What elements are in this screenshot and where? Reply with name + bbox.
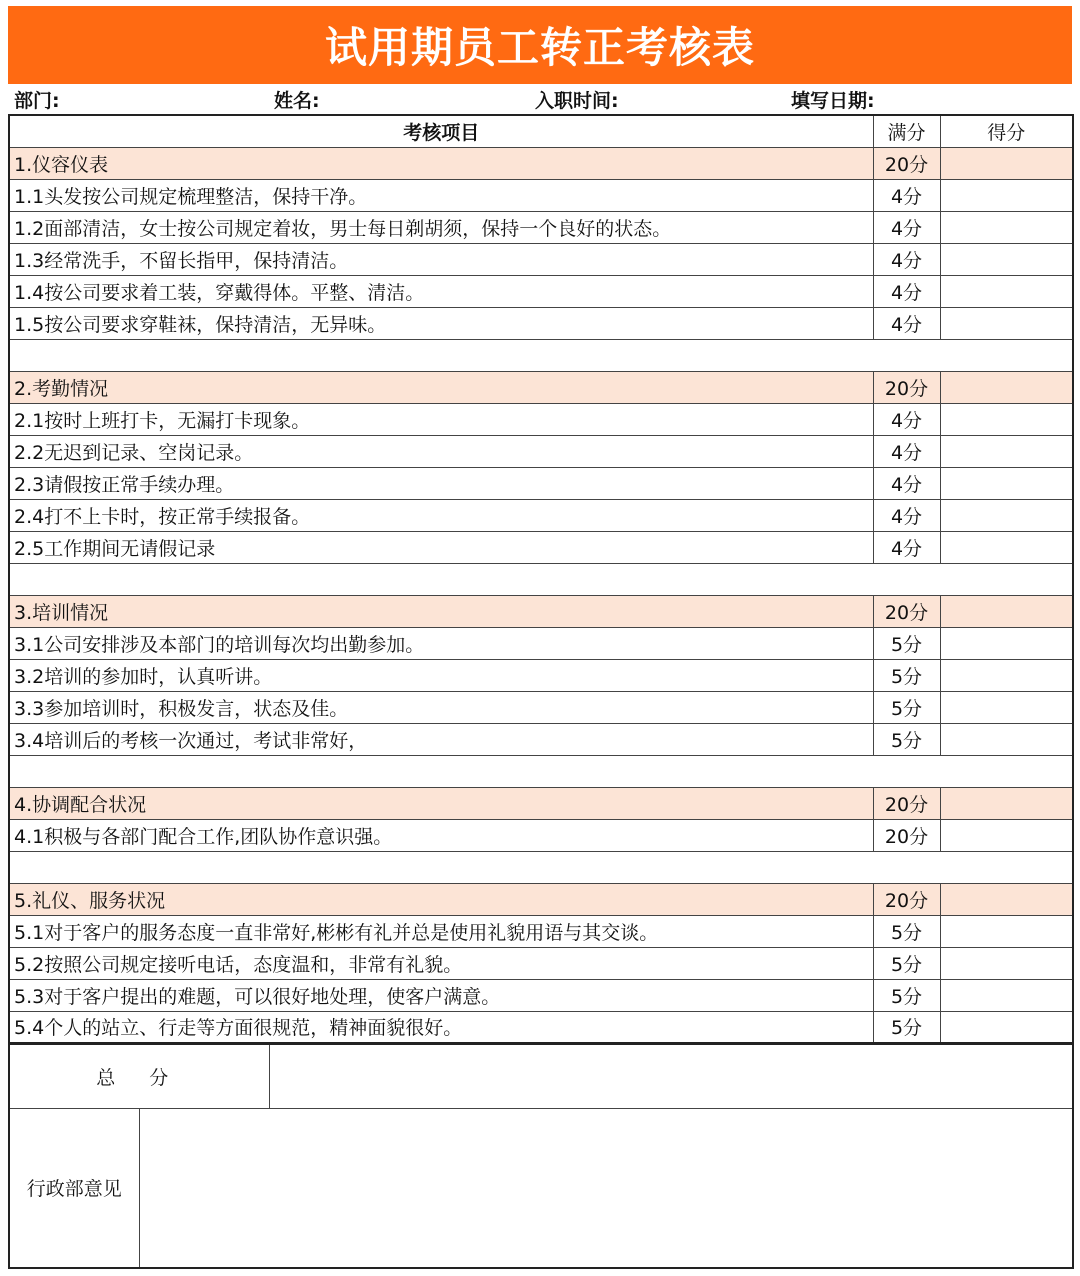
spacer-cell	[9, 563, 1073, 595]
item-full-score: 4分	[873, 307, 940, 339]
item-text: 2.3请假按正常手续办理。	[9, 467, 873, 499]
item-row	[9, 915, 1073, 947]
section-full-score: 20分	[873, 147, 940, 179]
section-full-score: 20分	[873, 787, 940, 819]
spacer-cell	[9, 851, 1073, 883]
item-text: 5.3对于客户提出的难题，可以很好地处理，使客户满意。	[9, 979, 873, 1011]
item-full-score: 5分	[873, 979, 940, 1011]
item-row	[9, 691, 1073, 723]
spacer-row	[9, 851, 1073, 883]
item-score-cell[interactable]	[940, 275, 1073, 307]
item-score-cell[interactable]	[940, 659, 1073, 691]
item-row	[9, 499, 1073, 531]
item-row	[9, 819, 1073, 851]
item-text: 4.1积极与各部门配合工作,团队协作意识强。	[9, 819, 873, 851]
item-full-score: 4分	[873, 243, 940, 275]
section-row	[9, 595, 1073, 627]
item-text: 2.4打不上卡时，按正常手续报备。	[9, 499, 873, 531]
item-score-cell[interactable]	[940, 819, 1073, 851]
item-score-cell[interactable]	[940, 243, 1073, 275]
item-text: 1.5按公司要求穿鞋袜，保持清洁，无异味。	[9, 307, 873, 339]
section-row	[9, 787, 1073, 819]
item-text: 2.1按时上班打卡，无漏打卡现象。	[9, 403, 873, 435]
item-text: 3.2培训的参加时，认真听讲。	[9, 659, 873, 691]
footer-table	[8, 1043, 1074, 1269]
admin-opinion-cell[interactable]	[139, 1108, 1073, 1268]
spacer-cell	[9, 339, 1073, 371]
item-text: 5.1对于客户的服务态度一直非常好,彬彬有礼并总是使用礼貌用语与其交谈。	[9, 915, 873, 947]
item-row	[9, 1011, 1073, 1043]
spacer-cell	[9, 755, 1073, 787]
fill-date-label: 填写日期:	[791, 90, 875, 112]
item-text: 1.2面部清洁，女士按公司规定着妆，男士每日剃胡须，保持一个良好的状态。	[9, 211, 873, 243]
item-score-cell[interactable]	[940, 723, 1073, 755]
section-full-score: 20分	[873, 371, 940, 403]
total-score-cell[interactable]	[269, 1044, 1073, 1108]
section-score-cell[interactable]	[940, 595, 1073, 627]
header-full: 满分	[873, 115, 940, 147]
item-score-cell[interactable]	[940, 435, 1073, 467]
item-row	[9, 723, 1073, 755]
item-score-cell[interactable]	[940, 531, 1073, 563]
item-row	[9, 307, 1073, 339]
item-score-cell[interactable]	[940, 307, 1073, 339]
item-full-score: 20分	[873, 819, 940, 851]
item-text: 1.3经常洗手，不留长指甲，保持清洁。	[9, 243, 873, 275]
item-full-score: 5分	[873, 915, 940, 947]
item-full-score: 5分	[873, 659, 940, 691]
header-score: 得分	[940, 115, 1073, 147]
spacer-row	[9, 339, 1073, 371]
section-title: 3.培训情况	[9, 595, 873, 627]
admin-opinion-label: 行政部意见	[9, 1108, 139, 1268]
item-text: 1.1头发按公司规定梳理整洁，保持干净。	[9, 179, 873, 211]
item-text: 3.3参加培训时，积极发言，状态及佳。	[9, 691, 873, 723]
item-text: 3.4培训后的考核一次通过，考试非常好，	[9, 723, 873, 755]
item-full-score: 5分	[873, 947, 940, 979]
item-full-score: 4分	[873, 275, 940, 307]
item-full-score: 5分	[873, 691, 940, 723]
item-text: 2.5工作期间无请假记录	[9, 531, 873, 563]
item-full-score: 4分	[873, 179, 940, 211]
item-row	[9, 947, 1073, 979]
item-full-score: 4分	[873, 403, 940, 435]
section-score-cell[interactable]	[940, 787, 1073, 819]
section-full-score: 20分	[873, 595, 940, 627]
section-row	[9, 883, 1073, 915]
item-full-score: 4分	[873, 531, 940, 563]
item-row	[9, 243, 1073, 275]
item-score-cell[interactable]	[940, 1011, 1073, 1043]
section-title: 5.礼仪、服务状况	[9, 883, 873, 915]
item-text: 3.1公司安排涉及本部门的培训每次均出勤参加。	[9, 627, 873, 659]
item-row	[9, 403, 1073, 435]
item-full-score: 5分	[873, 1011, 940, 1043]
info-row	[0, 84, 1080, 114]
section-title: 1.仪容仪表	[9, 147, 873, 179]
total-score-label: 总 分	[9, 1044, 269, 1108]
item-score-cell[interactable]	[940, 179, 1073, 211]
section-score-cell[interactable]	[940, 371, 1073, 403]
item-score-cell[interactable]	[940, 467, 1073, 499]
item-text: 5.2按照公司规定接听电话，态度温和，非常有礼貌。	[9, 947, 873, 979]
item-full-score: 4分	[873, 435, 940, 467]
item-score-cell[interactable]	[940, 691, 1073, 723]
item-row	[9, 531, 1073, 563]
item-text: 2.2无迟到记录、空岗记录。	[9, 435, 873, 467]
item-row	[9, 435, 1073, 467]
item-text: 1.4按公司要求着工装，穿戴得体。平整、清洁。	[9, 275, 873, 307]
table-header-row	[9, 115, 1073, 147]
section-score-cell[interactable]	[940, 147, 1073, 179]
section-row	[9, 147, 1073, 179]
department-label: 部门:	[14, 90, 60, 112]
header-item: 考核项目	[9, 115, 873, 147]
item-score-cell[interactable]	[940, 627, 1073, 659]
page-title: 试用期员工转正考核表	[8, 6, 1072, 84]
section-title: 2.考勤情况	[9, 371, 873, 403]
spacer-row	[9, 563, 1073, 595]
join-date-label: 入职时间:	[535, 90, 619, 112]
item-full-score: 5分	[873, 627, 940, 659]
item-full-score: 4分	[873, 467, 940, 499]
item-row	[9, 179, 1073, 211]
assessment-table	[8, 114, 1074, 1044]
section-row	[9, 371, 1073, 403]
item-full-score: 4分	[873, 499, 940, 531]
item-row	[9, 211, 1073, 243]
spacer-row	[9, 755, 1073, 787]
item-full-score: 4分	[873, 211, 940, 243]
item-row	[9, 979, 1073, 1011]
name-label: 姓名:	[274, 90, 320, 112]
item-row	[9, 275, 1073, 307]
item-score-cell[interactable]	[940, 915, 1073, 947]
item-score-cell[interactable]	[940, 947, 1073, 979]
item-row	[9, 627, 1073, 659]
item-score-cell[interactable]	[940, 979, 1073, 1011]
item-row	[9, 659, 1073, 691]
item-row	[9, 467, 1073, 499]
item-score-cell[interactable]	[940, 403, 1073, 435]
item-score-cell[interactable]	[940, 499, 1073, 531]
section-title: 4.协调配合状况	[9, 787, 873, 819]
item-full-score: 5分	[873, 723, 940, 755]
section-full-score: 20分	[873, 883, 940, 915]
item-text: 5.4个人的站立、行走等方面很规范，精神面貌很好。	[9, 1011, 873, 1043]
section-score-cell[interactable]	[940, 883, 1073, 915]
item-score-cell[interactable]	[940, 211, 1073, 243]
